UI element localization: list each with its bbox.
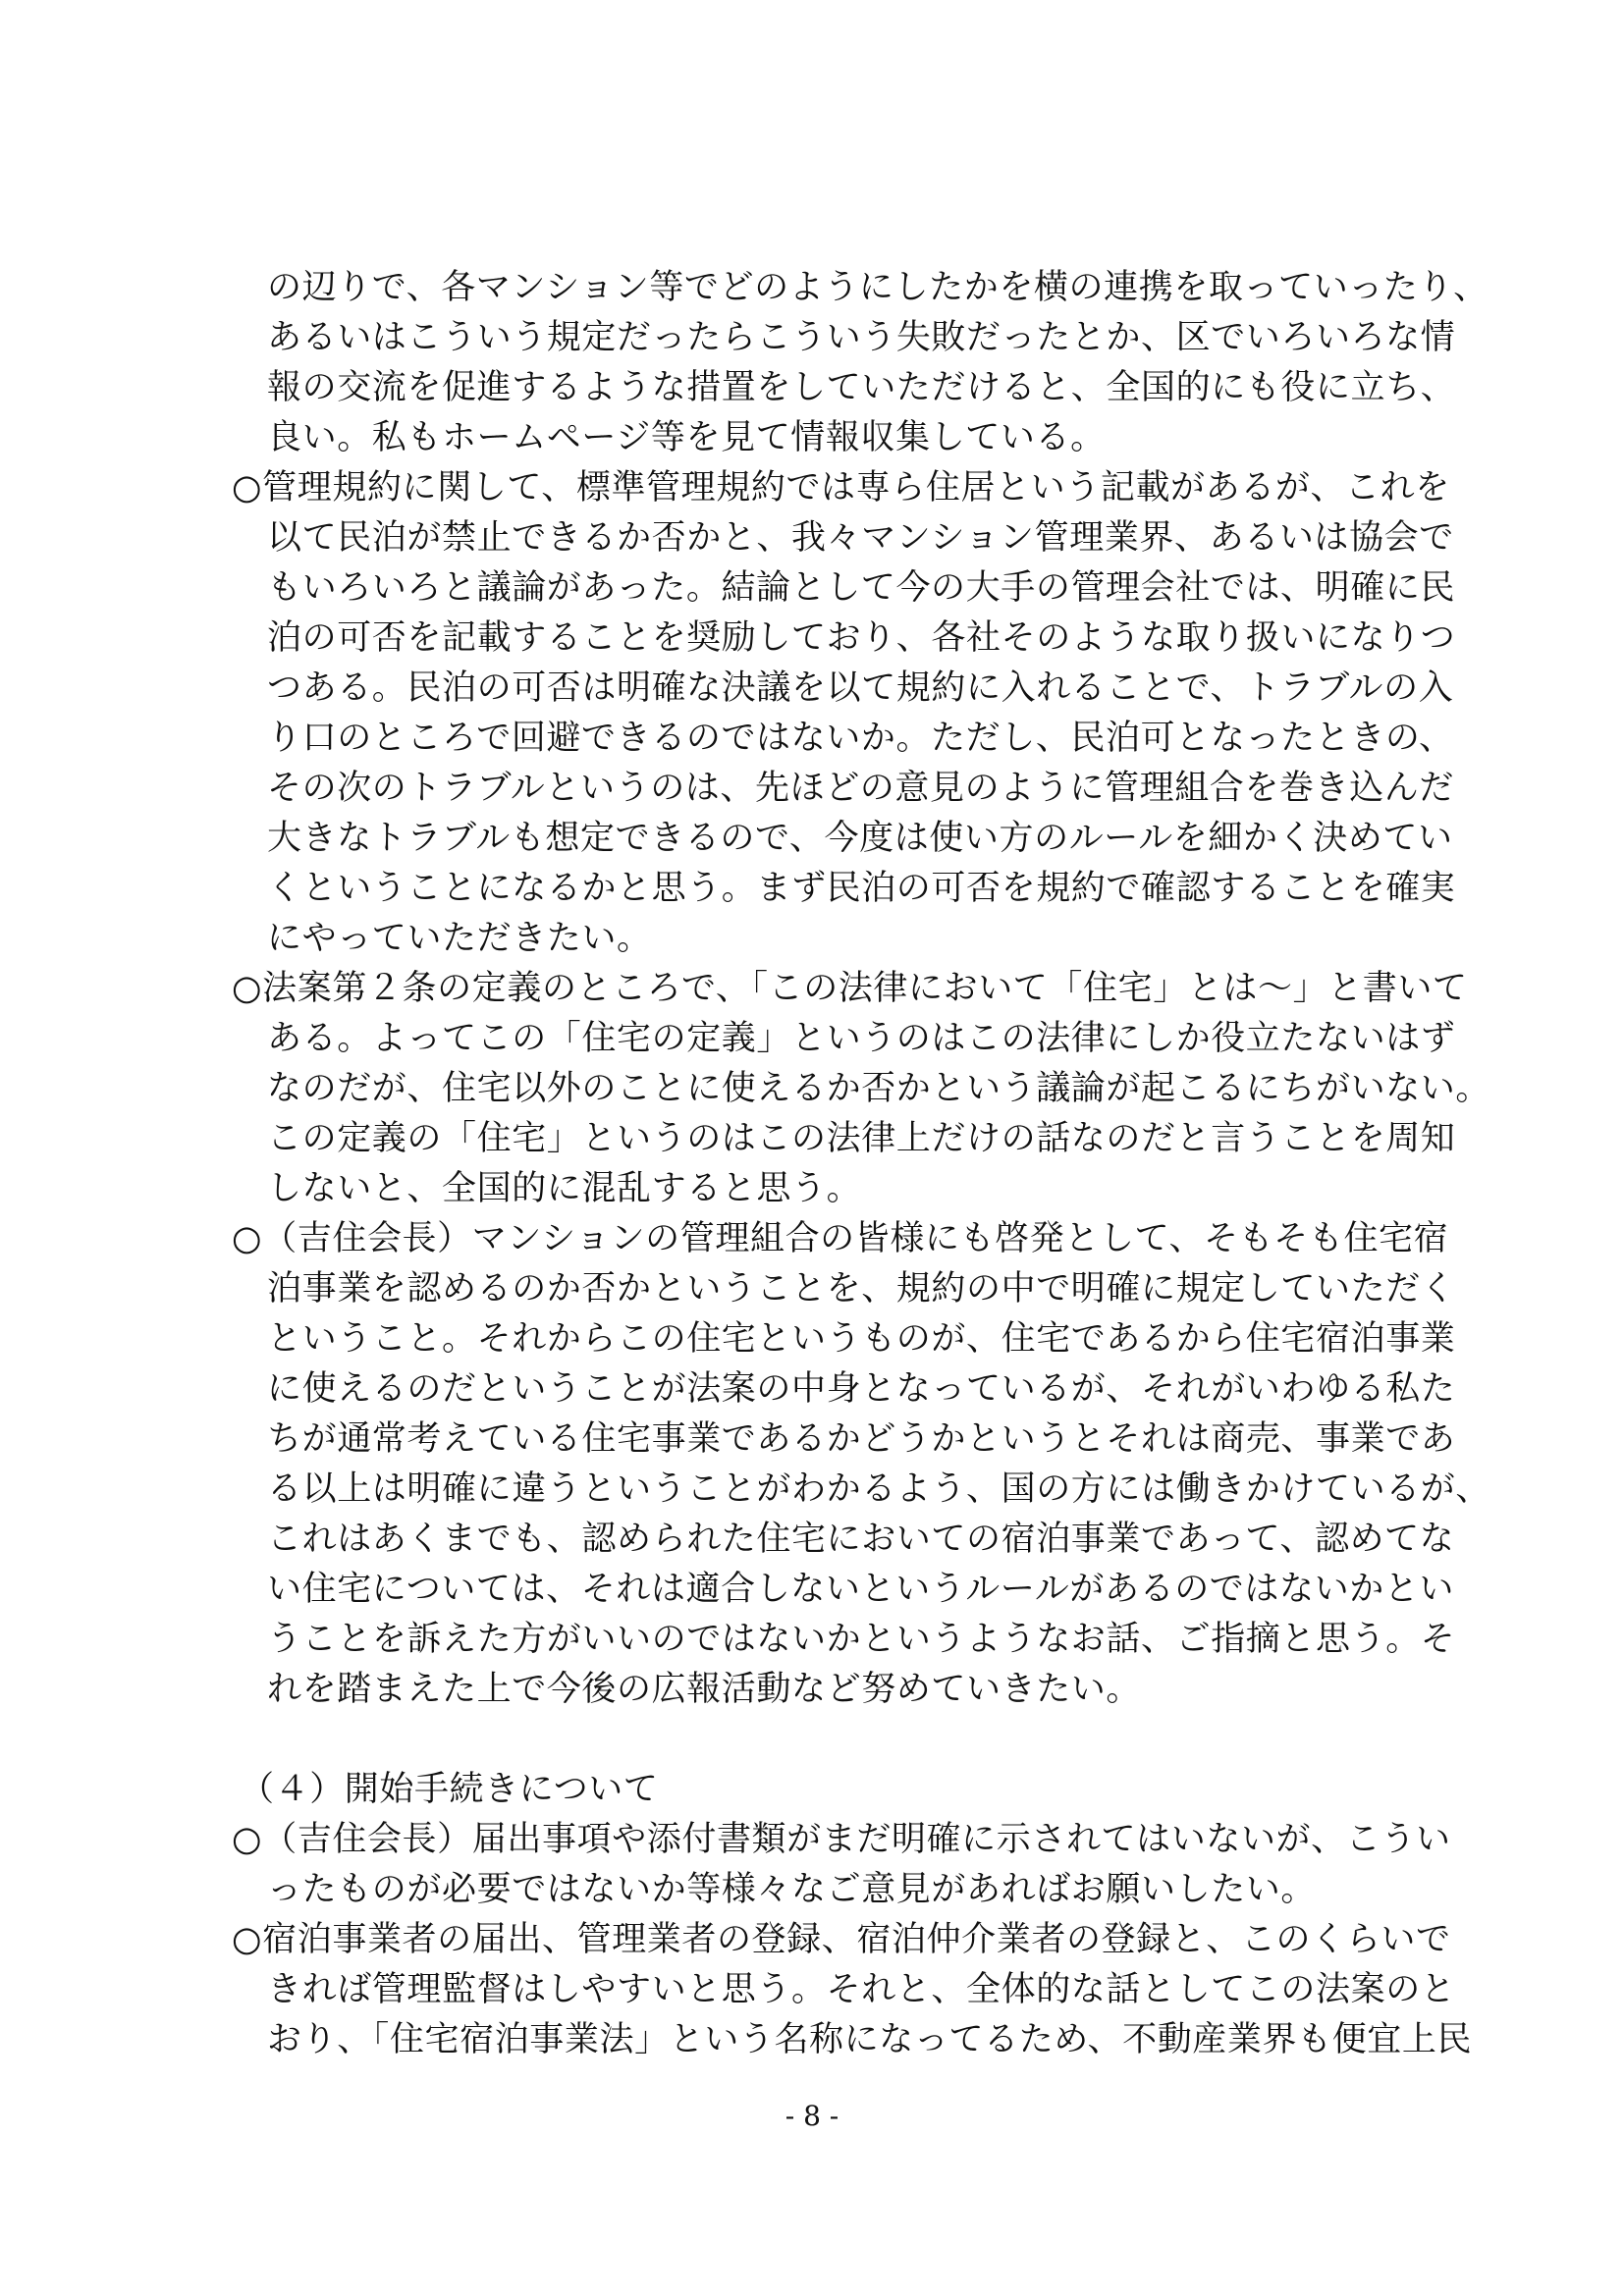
paragraph-start-line: ○宿泊事業者の届出、管理業者の登録、宿泊仲介業者の登録と、このくらいで (232, 1920, 1451, 1959)
text-line: うことを訴えた方がいいのではないかというようなお話、ご指摘と思う。そ (267, 1620, 1456, 1659)
text-line: にやっていただきたい。 (267, 919, 652, 958)
text-line: 泊の可否を記載することを奨励しており、各社そのような取り扱いになりつ (267, 618, 1456, 658)
text-line: 泊事業を認めるのか否かということを、規約の中で明確に規定していただく (267, 1269, 1456, 1308)
paragraph-start-line: ○法案第２条の定義のところで、「この法律において「住宅」とは～」と書いて (232, 969, 1468, 1008)
document-body (232, 263, 1491, 2065)
text-line: 報の交流を促進するような措置をしていただけると、全国的にも役に立ち、 (267, 368, 1456, 407)
text-line: ちが通常考えている住宅事業であるかどうかというとそれは商売、事業であ (267, 1419, 1456, 1459)
text-line: の辺りで、各マンション等でどのようにしたかを横の連携を取っていったり、 (267, 268, 1489, 307)
paragraph-start-line: ○（吉住会長）届出事項や添付書類がまだ明確に示されてはいないが、こうい (232, 1820, 1451, 1859)
text-line: ということ。それからこの住宅というものが、住宅であるから住宅宿泊事業 (267, 1319, 1456, 1359)
text-line: あるいはこういう規定だったらこういう失敗だったとか、区でいろいろな情 (267, 318, 1456, 357)
text-line: なのだが、住宅以外のことに使えるか否かという議論が起こるにちがいない。 (267, 1069, 1491, 1108)
text-line: くということになるかと思う。まず民泊の可否を規約で確認することを確実 (267, 869, 1456, 908)
text-line: きれば管理監督はしやすいと思う。それと、全体的な話としてこの法案のと (267, 1970, 1456, 2009)
text-line: り口のところで回避できるのではないか。ただし、民泊可となったときの、 (267, 719, 1454, 758)
text-line: つある。民泊の可否は明確な決議を以て規約に入れることで、トラブルの入 (267, 668, 1454, 708)
text-line: に使えるのだということが法案の中身となっているが、それがいわゆる私た (267, 1369, 1456, 1409)
blank-line (232, 1715, 1400, 1765)
section-heading: （４）開始手続きについて (240, 1770, 659, 1809)
text-line: ある。よってこの「住宅の定義」というのはこの法律にしか役立たないはず (267, 1019, 1456, 1058)
text-line: もいろいろと議論があった。結論として今の大手の管理会社では、明確に民 (267, 568, 1456, 608)
text-line: 以て民泊が禁止できるか否かと、我々マンション管理業界、あるいは協会で (267, 518, 1454, 558)
text-line: おり、「住宅宿泊事業法」という名称になってるため、不動産業界も便宜上民 (267, 2020, 1473, 2059)
paragraph-start-line: ○管理規約に関して、標準管理規約では専ら住居という記載があるが、これを (232, 468, 1450, 507)
text-line: これはあくまでも、認められた住宅においての宿泊事業であって、認めてな (267, 1520, 1455, 1559)
text-line: 大きなトラブルも想定できるので、今度は使い方のルールを細かく決めてい (267, 819, 1453, 858)
text-line: ったものが必要ではないか等様々なご意見があればお願いしたい。 (267, 1870, 1317, 1909)
text-line: れを踏まえた上で今後の広報活動など努めていきたい。 (267, 1670, 1142, 1709)
paragraph-start-line: ○（吉住会長）マンションの管理組合の皆様にも啓発として、そもそも住宅宿 (232, 1219, 1449, 1258)
page-number: - 8 - (785, 2100, 839, 2132)
text-line: しないと、全国的に混乱すると思う。 (267, 1169, 862, 1208)
text-line: その次のトラブルというのは、先ほどの意見のように管理組合を巻き込んだ (267, 769, 1455, 808)
text-line: る以上は明確に違うということがわかるよう、国の方には働きかけているが、 (267, 1469, 1491, 1509)
text-line: この定義の「住宅」というのはこの法律上だけの話なのだと言うことを周知 (267, 1119, 1456, 1158)
text-line: 良い。私もホームページ等を見て情報収集している。 (267, 418, 1106, 457)
text-line: い住宅については、それは適合しないというルールがあるのではないかとい (267, 1570, 1455, 1609)
